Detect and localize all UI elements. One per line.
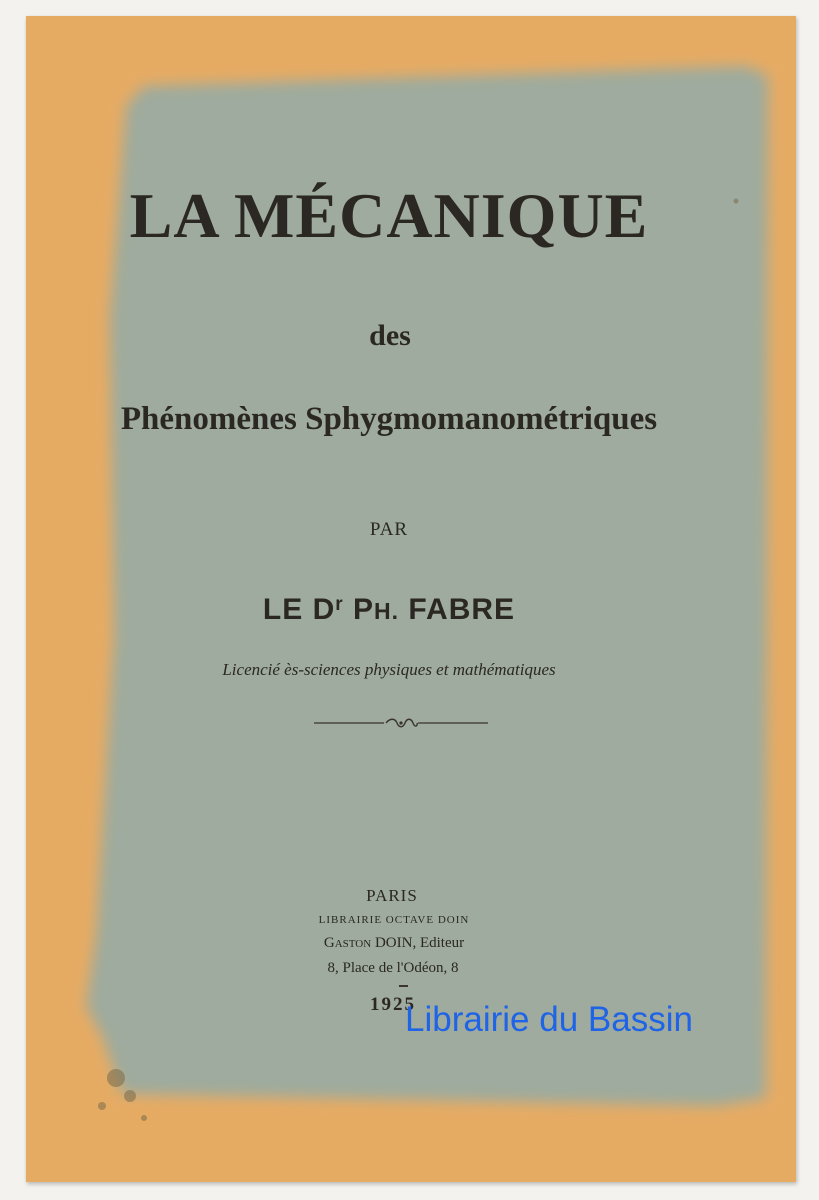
imprint-city: PARIS <box>366 886 418 905</box>
book-title: LA MÉCANIQUE <box>129 180 649 251</box>
author-surname: FABRE <box>408 593 516 626</box>
imprint-publisher <box>26 935 779 952</box>
author-prefix-sup: r <box>335 594 344 615</box>
year-separator <box>399 985 408 987</box>
author-initial-rest: H. <box>374 598 400 624</box>
author-credentials: Licencié ès-sciences physiques et mathématiques <box>222 660 556 679</box>
title-connector: des <box>369 319 411 352</box>
seller-watermark: Librairie du Bassin <box>405 1000 693 1039</box>
by-label: PAR <box>369 519 409 540</box>
publisher-initial: G <box>323 935 335 951</box>
book-subtitle: Phénomènes Sphygmomanométriques <box>120 401 658 437</box>
author-initial: P <box>353 593 375 626</box>
publisher-first-rest: ASTON <box>334 938 372 950</box>
imprint-address: 8, Place de l'Odéon, 8 <box>327 960 459 976</box>
author-prefix: LE D <box>262 593 336 626</box>
imprint-library: LIBRAIRIE OCTAVE DOIN <box>318 914 470 926</box>
ornamental-divider-icon <box>314 715 488 731</box>
publication-year: 1925 <box>370 994 416 1015</box>
publisher-rest: DOIN, Editeur <box>374 935 465 951</box>
author-name <box>26 593 774 627</box>
